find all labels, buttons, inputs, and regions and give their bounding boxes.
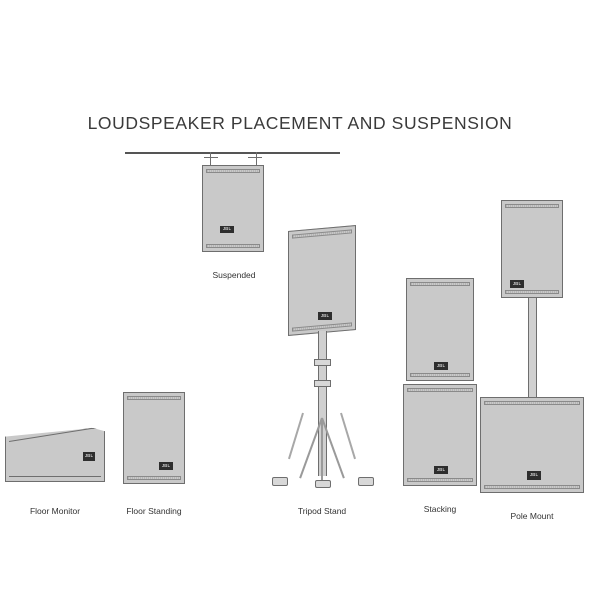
- rigging-bracket-right: [248, 157, 262, 158]
- grille-bottom: [505, 290, 559, 294]
- caption-stacking: Stacking: [423, 504, 457, 514]
- tripod-brace-right: [340, 413, 356, 459]
- grille-top: [206, 169, 260, 173]
- grille-bottom: [484, 485, 580, 489]
- grille-top: [292, 229, 352, 238]
- tripod-brace-left: [288, 413, 304, 459]
- speaker-cabinet-floor-standing: [123, 392, 185, 484]
- grille-bottom: [206, 244, 260, 248]
- jbl-logo: JBL: [220, 226, 234, 233]
- ceiling-line: [125, 152, 340, 154]
- rigging-bracket-left: [204, 157, 218, 158]
- tripod-foot-right: [358, 477, 374, 486]
- rigging-wire-right: [256, 152, 257, 165]
- grille-top: [484, 401, 580, 405]
- jbl-logo: JBL: [83, 452, 95, 461]
- grille-top: [410, 282, 470, 286]
- caption-floor-monitor: Floor Monitor: [29, 506, 81, 516]
- caption-tripod-stand: Tripod Stand: [297, 506, 347, 516]
- mounting-pole: [528, 298, 537, 398]
- page-title: LOUDSPEAKER PLACEMENT AND SUSPENSION: [87, 113, 513, 133]
- grille-bottom: [127, 476, 181, 480]
- tripod-foot-center: [315, 480, 331, 488]
- caption-pole-mount: Pole Mount: [510, 511, 554, 521]
- jbl-logo: JBL: [318, 312, 332, 320]
- grille-top: [127, 396, 181, 400]
- grille-top: [407, 388, 473, 392]
- stand-clamp-lower: [314, 380, 331, 387]
- jbl-logo: JBL: [527, 471, 541, 480]
- jbl-logo: JBL: [434, 362, 448, 370]
- tripod-foot-left: [272, 477, 288, 486]
- rigging-wire-left: [210, 152, 211, 165]
- jbl-logo: JBL: [510, 280, 524, 288]
- grille-bottom: [410, 373, 470, 377]
- grille-bottom: [407, 478, 473, 482]
- wedge-grille-line-bottom: [9, 476, 101, 477]
- caption-suspended: Suspended: [212, 270, 256, 280]
- jbl-logo: JBL: [159, 462, 173, 470]
- caption-floor-standing: Floor Standing: [126, 506, 182, 516]
- stand-clamp-upper: [314, 359, 331, 366]
- jbl-logo: JBL: [434, 466, 448, 474]
- tripod-leg-center: [321, 418, 323, 484]
- speaker-cabinet-suspended: [202, 165, 264, 252]
- grille-top: [505, 204, 559, 208]
